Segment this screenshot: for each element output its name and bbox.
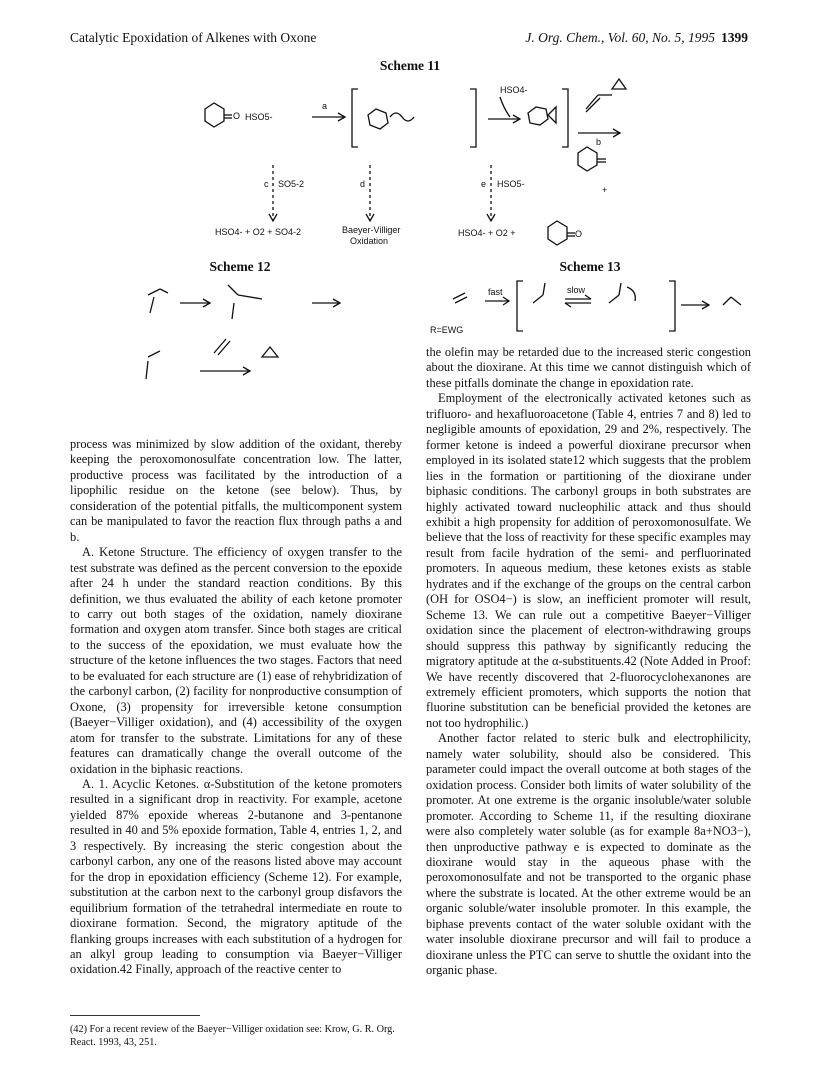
footnote-42: (42) For a recent review of the Baeyer−Villiger oxidation see: Krow, G. R. Org. React. 1993, 43, 251. [70, 1024, 395, 1048]
slow-label: slow [567, 285, 586, 295]
scheme-12-diagram [0, 275, 400, 415]
products-e: HSO4- + O2 + [458, 228, 516, 238]
step-c-label: c [264, 179, 269, 189]
products-d-line1: Baeyer-Villiger [342, 225, 401, 235]
products-d-line2: Oxidation [350, 236, 389, 246]
page-number: 1399 [721, 30, 748, 45]
products-c: HSO4- + O2 + SO4-2 [215, 227, 302, 237]
left-para-1: process was minimized by slow addition of the oxidant, thereby keeping the peroxomonosulfate concentration low. The latter, productive process was facilitated by the introduction of a lipophilic residue on the ketone (see below). Thus, by consideration of the potential pitfalls, the multicomponent system can be manipulated to favor the reaction flux through paths a and b. [70, 437, 402, 544]
cyclohexanone-ring [205, 103, 224, 127]
step-e-label: e [481, 179, 487, 189]
right-para-3: Another factor related to steric bulk and electrophilicity, namely water solubility, should also be considered. This parameter could impact the overall outcome at both stages of the oxidation process. Consider both limits of water solubility of the promoter. At one extreme is the organic insoluble/water soluble promoter. According to Scheme 11, if the resulting dioxirane were also completely water soluble (as for example 8a+NO3−), then unproductive pathway e is expected to dominate as the dioxirane would stay in the aqueous phase with the peroxomonosulfate and not be transported to the organic phase where the substrate is located. At the other extreme would be an organic soluble/water insoluble promoter. In this example, the biphase prevents contact of the water soluble oxidant with the water insoluble dioxirane precursor and will fail to produce a dioxirane unless the PTC can serve to shuttle the oxidant into the organic phase. [426, 731, 751, 978]
step-a-label: a [322, 101, 328, 111]
rewg-label: R=EWG [430, 325, 464, 335]
scheme-11-diagram [0, 75, 820, 275]
left-column [70, 437, 402, 978]
journal-name: J. Org. Chem., Vol. 60, No. 5, 1995 [525, 30, 715, 45]
reagent-hso5: HSO5- [245, 112, 273, 122]
left-para-2: A. Ketone Structure. The efficiency of oxygen transfer to the test substrate was defined as the percent conversion to the epoxide after 24 h under the standard reaction conditions. By this definition, we thus evaluated the ability of each ketone promoter to carry out both stages of the oxidation, namely dioxirane formation and oxygen atom transfer. Since both stages are critical to the success of the epoxidation, we must evaluate how the structure of the ketone influences the two stages. Factors that need to be evaluated for each structure are (1) ease of rehybridization of the carbonyl carbon, (2) facility for nonproductive consumption of Oxone, (3) propensity for irreversible ketone consumption (Baeyer−Villiger oxidation), and (4) accessibility of the oxygen atom for transfer to the substrate. Limitations for any of these features can dramatically change the overall outcome of the oxidation in the biphasic reactions. [70, 545, 402, 776]
running-head: Catalytic Epoxidation of Alkenes with Oxone [70, 30, 317, 45]
plus-sign: + [602, 185, 608, 195]
scheme-12-title: Scheme 12 [209, 259, 271, 274]
step-b-label: b [596, 137, 602, 147]
right-para-2: Employment of the electronically activated ketones such as trifluoro- and hexafluoroacetone (Table 4, entries 7 and 8) led to negligible amounts of epoxidation, 29 and 2%, respectively. The former ketone is indeed a powerful dioxirane precursor when employed in its isolated state12 which suggests that the problem lies in the formation or partitioning of the dioxirane under biphasic conditions. The carbonyl groups in both substrates are highly activated toward nucleophilic attack and thus should exhibit a high propensity for addition of peroxomonosulfate. We believe that the loss of reactivity for these specific examples may result from facile hydration of the semi- and perfluorinated promoters. In aqueous medium, these ketones exists as stable hydrates and if the exchange of the groups on the central carbon (OH for OSO4−) is slow, an inefficient promoter will result, Scheme 13. We can rule out a competitive Baeyer−Villiger oxidation since the placement of electron-withdrawing groups should suppress this pathway by significantly reducing the migratory aptitude at the α-substituents.42 (Note Added in Proof: We have recently discovered that 2-fluorocyclohexanones are extremely efficient promoters, which supports the notion that fluorine substitution can be beneficial provided the ketones are not too hydrophilic.) [426, 391, 751, 730]
scheme-11-title: Scheme 11 [379, 58, 441, 73]
reagent-hso5-e: HSO5- [497, 179, 525, 189]
reagent-so5: SO5-2 [278, 179, 305, 189]
carbonyl-o-e: O [575, 229, 583, 239]
scheme-13-diagram [425, 275, 805, 345]
journal-citation [525, 30, 748, 46]
fast-label: fast [488, 287, 503, 297]
carbonyl-o: O [233, 111, 241, 121]
step-d-label: d [360, 179, 366, 189]
footnote-rule [70, 1015, 200, 1016]
left-para-3: A. 1. Acyclic Ketones. α-Substitution of the ketone promoters resulted in a significant drop in reactivity. For example, acetone yielded 87% epoxide whereas 2-butanone and 3-pentanone resulted in 40 and 5% epoxide formation, Table 4, entries 1, 2, and 3 respectively. By increasing the steric congestion about the carbonyl carbon, any one of the reasons listed above may account for the drop in epoxidation efficiency (Scheme 12). For example, substitution at the carbon next to the carbonyl group disfavors the equilibrium formation of the tetrahedral intermediate en route to dioxirane formation. Second, the migratory aptitude of the flanking groups increases with each substitution of a hydrogen for an alkyl group leading to consumption via Baeyer−Villiger oxidation.42 Finally, approach of the reactive center to [70, 776, 402, 977]
scheme-13-title: Scheme 13 [559, 259, 621, 274]
right-column [426, 345, 751, 979]
right-para-1: the olefin may be retarded due to the increased steric congestion about the dioxirane. At this time we cannot distinguish which of these pitfalls dominate the change in epoxidation rate. [426, 345, 751, 390]
reagent-hso4: HSO4- [500, 85, 528, 95]
